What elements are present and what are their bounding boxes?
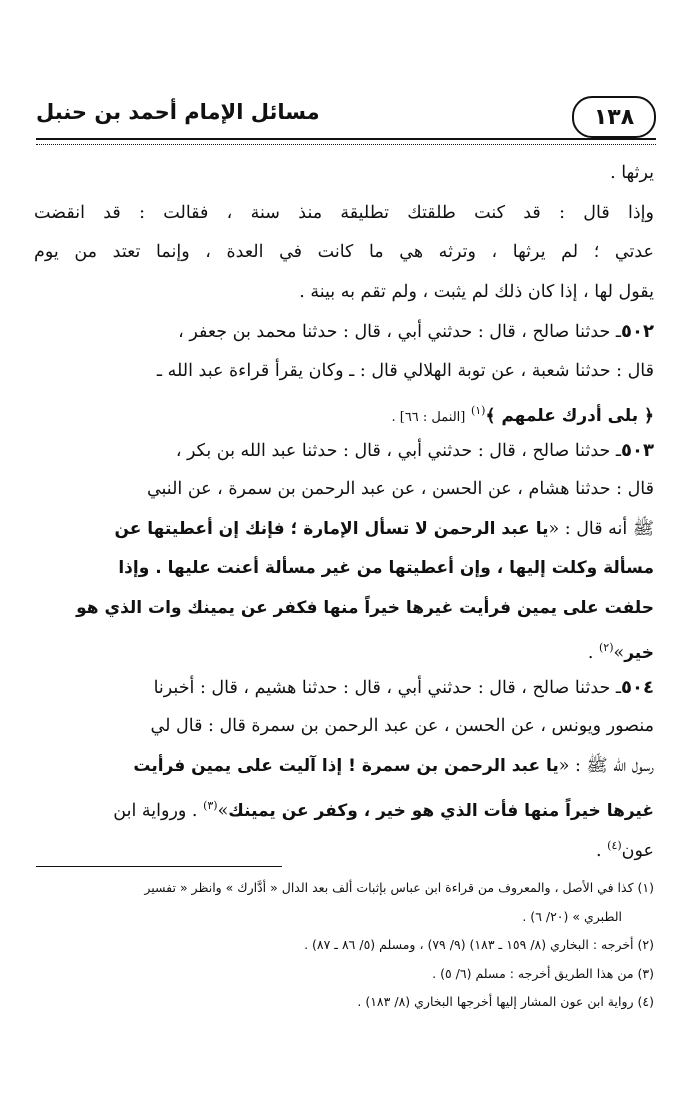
text-line: قال : حدثنا شعبة ، عن توبة الهلالي قال : ـ وكان يقرأ قراءة عبد الله ـ	[156, 360, 654, 381]
hadith-number: ٥٠٣	[621, 439, 654, 461]
text-line: يقول لها ، إذا كان ذلك لم يثبت ، ولم تقم به بينة .	[299, 281, 654, 302]
hadith-text: خير	[624, 642, 654, 663]
hadith-number: ٥٠٤	[621, 676, 654, 698]
page-header	[36, 92, 656, 142]
text-line: عدتي ؛ لم يرثها ، وترثه هي ما كانت في العدة ، وإنما تعتد من يوم	[34, 242, 654, 262]
footnote-1: (١) كذا في الأصل ، والمعروف من قراءة ابن عباس بإثبات ألف بعد الدال « أدَّارك » وانظر « تفسير	[144, 880, 654, 895]
footnote-2: (٢) أخرجه : البخاري (٨/ ١٥٩ ـ ١٨٣) (٩/ ٧٩) ، ومسلم (٥/ ٨٦ ـ ٨٧) .	[304, 937, 654, 953]
header-rule	[36, 138, 656, 145]
hadith-text: غيرها خيراً منها فأت الذي هو خير ، وكفر عن يمينك	[228, 800, 654, 821]
text-line: منصور ويونس ، عن الحسن ، عن عبد الرحمن بن سمرة قال : قال لي	[150, 716, 654, 736]
footnote-3: (٣) من هذا الطريق أخرجه : مسلم (٦/ ٥) .	[432, 965, 654, 981]
hadith-text: مسألة وكلت إليها ، وإن أعطيتها من غير مسألة أعنت عليها . وإذا	[118, 558, 654, 578]
running-title: مسائل الإمام أحمد بن حنبل	[36, 100, 320, 124]
footnote-1-cont: الطبري » (٢٠/ ٦) .	[522, 908, 622, 924]
quran-verse: ﴿ بلى أدرك علمهم ﴾	[485, 405, 654, 426]
text-line: وإذا قال : قد كنت طلقتك تطليقة منذ سنة ، فقالت : قد انقضت	[34, 202, 654, 223]
footnote-marker: (١)	[470, 404, 486, 417]
hadith-502-line-1: ٥٠٢ـ حدثنا صالح ، قال : حدثني أبي ، قال : حدثنا محمد بن جعفر ،	[178, 321, 654, 342]
page-number-badge: ١٣٨	[572, 96, 656, 138]
footnote-marker: (٢)	[598, 641, 614, 654]
hadith-text: يا عبد الرحمن بن سمرة ! إذا آليت على يمين فرأيت	[133, 755, 559, 776]
text-line: يرثها .	[610, 163, 654, 183]
main-text	[34, 154, 654, 865]
footnote-marker: (٣)	[203, 799, 218, 812]
hadith-text: حلفت على يمين فرأيت غيرها خيراً منها فكفر عن يمينك وات الذي هو	[76, 597, 654, 618]
text-line: قال : حدثنا هشام ، عن الحسن ، عن عبد الرحمن بن سمرة ، عن النبي	[146, 479, 654, 499]
text-line: رسول الله ﷺ : «يا عبد الرحمن بن سمرة ! إذا آليت على يمين فرأيت	[133, 755, 654, 776]
footnotes	[34, 874, 654, 1017]
text-line: ﷺ أنه قال : «يا عبد الرحمن لا تسأل الإمارة ؛ فإنك إن أعطيتها عن	[114, 518, 654, 539]
text-line: غيرها خيراً منها فأت الذي هو خير ، وكفر عن يمينك»$^{(٣)}$ . ورواية ابن	[113, 799, 654, 821]
hadith-text: يا عبد الرحمن لا تسأل الإمارة ؛ فإنك إن أعطيتها عن	[114, 518, 549, 539]
text-line: خير»$^{(٢)}$ .	[587, 641, 654, 663]
verse-reference: [النمل : ٦٦] .	[391, 409, 466, 425]
quran-verse-line	[34, 391, 654, 431]
footnote-marker: (٤)	[607, 838, 622, 852]
footnote-separator	[36, 866, 282, 867]
hadith-number: ٥٠٢	[621, 321, 654, 342]
text-line: عون$^{(٤)}$ .	[596, 838, 654, 861]
footnote-4: (٤) رواية ابن عون المشار إليها أخرجها البخاري (٨/ ١٨٣) .	[357, 994, 654, 1010]
hadith-504-line-1: ٥٠٤ـ حدثنا صالح ، قال : حدثني أبي ، قال : حدثنا هشيم ، قال : أخبرنا	[153, 676, 654, 698]
hadith-503-line-1: ٥٠٣ـ حدثنا صالح ، قال : حدثني أبي ، قال : حدثنا عبد الله بن بكر ،	[175, 439, 654, 461]
